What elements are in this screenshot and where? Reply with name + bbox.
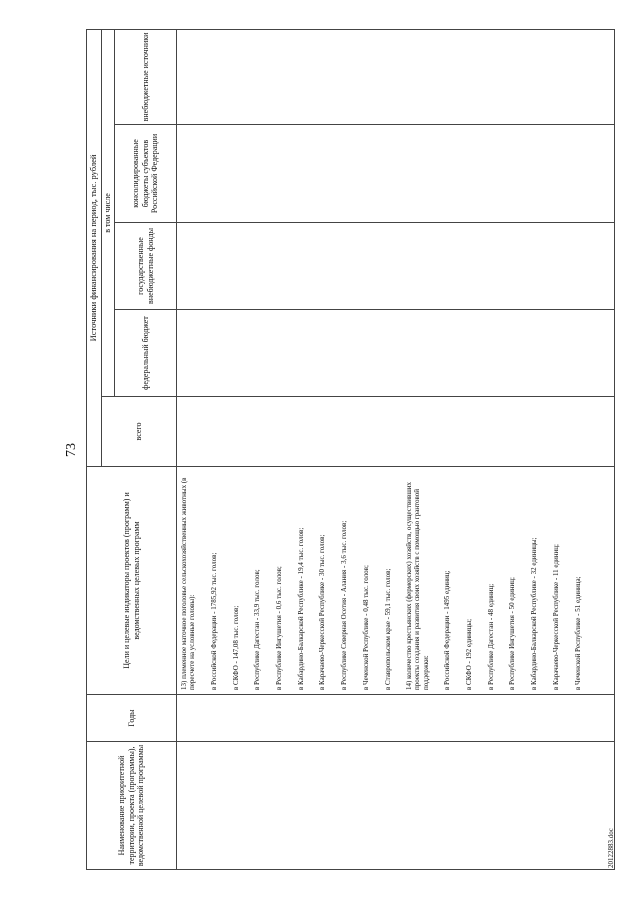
cell-years bbox=[177, 695, 615, 742]
rotated-document-page bbox=[30, 30, 640, 870]
indicator-line: в Российской Федерации - 1785,92 тыс. голов; bbox=[209, 552, 218, 690]
cell-regional bbox=[177, 125, 615, 223]
page-number: 73 bbox=[64, 443, 79, 457]
header-goals: Цели и целевые индикаторы проектов (программ) и ведомственных целевых программ bbox=[87, 467, 177, 695]
header-regional: консолидированные бюджеты субъектов Российской Федерации bbox=[115, 125, 177, 223]
program-table bbox=[86, 29, 615, 870]
header-federal: федеральный бюджет bbox=[115, 310, 177, 397]
cell-state-funds bbox=[177, 223, 615, 310]
cell-federal bbox=[177, 310, 615, 397]
document-file-id: 20122883.doc bbox=[607, 828, 615, 868]
indicator-line: в Карачаево-Черкесской Республике - 11 единиц; bbox=[551, 544, 560, 690]
indicator-line: в Чеченской Республике - 0,48 тыс. голов; bbox=[361, 565, 370, 690]
indicator-line: в Карачаево-Черкесской Республике - 30 тыс. голов; bbox=[318, 534, 327, 690]
indicator-line: 14) количество крестьянских (фермерских) хозяйств, осуществивших проекты создания и развития своих хозяйств с помощью грантовой поддержки: bbox=[405, 482, 430, 690]
indicator-line: в СКФО - 192 единицы; bbox=[465, 618, 474, 690]
indicator-line: в Республике Ингушетия - 50 единиц; bbox=[508, 577, 517, 690]
indicator-line: в Республике Дагестан - 33,9 тыс. голов; bbox=[253, 569, 262, 690]
indicator-line: 13) племенное маточное поголовье сельскохозяйственных животных (в пересчете на условные головы): bbox=[180, 477, 197, 690]
indicator-line: в СКФО - 147,08 тыс. голов; bbox=[231, 605, 240, 690]
header-including: в том числе bbox=[102, 29, 115, 396]
header-total: всего bbox=[102, 397, 177, 467]
cell-indicators bbox=[177, 467, 615, 695]
indicator-line: в Российской Федерации - 1495 единиц; bbox=[443, 570, 452, 690]
header-state-funds: государственные внебюджетные фонды bbox=[115, 223, 177, 310]
indicator-line: в Республике Дагестан - 48 единиц; bbox=[486, 583, 495, 690]
cell-offbudget bbox=[177, 29, 615, 124]
indicator-line: в Республике Северная Осетия - Алания - 3,6 тыс. голов; bbox=[340, 520, 349, 690]
header-years: Годы bbox=[87, 695, 177, 742]
header-name: Наименование приоритетной территории, проекта (программы), ведомственной целевой программы bbox=[87, 742, 177, 870]
indicator-line: в Ставропольском крае - 59,1 тыс. голов; bbox=[383, 568, 392, 690]
indicator-line: в Кабардино-Балкарской Республике - 19,4 тыс. голов; bbox=[296, 527, 305, 690]
indicator-line: в Республике Ингушетия - 0,6 тыс. голов; bbox=[275, 566, 284, 690]
indicator-line: в Кабардино-Балкарской Республике - 32 единицы; bbox=[530, 537, 539, 690]
header-offbudget: внебюджетные источники bbox=[115, 29, 177, 124]
indicator-line: в Чеченской Республике - 51 единица; bbox=[573, 576, 582, 690]
cell-total bbox=[177, 397, 615, 467]
cell-name bbox=[177, 742, 615, 870]
header-sources: Источники финансирования на период, тыс. рублей bbox=[87, 29, 102, 466]
